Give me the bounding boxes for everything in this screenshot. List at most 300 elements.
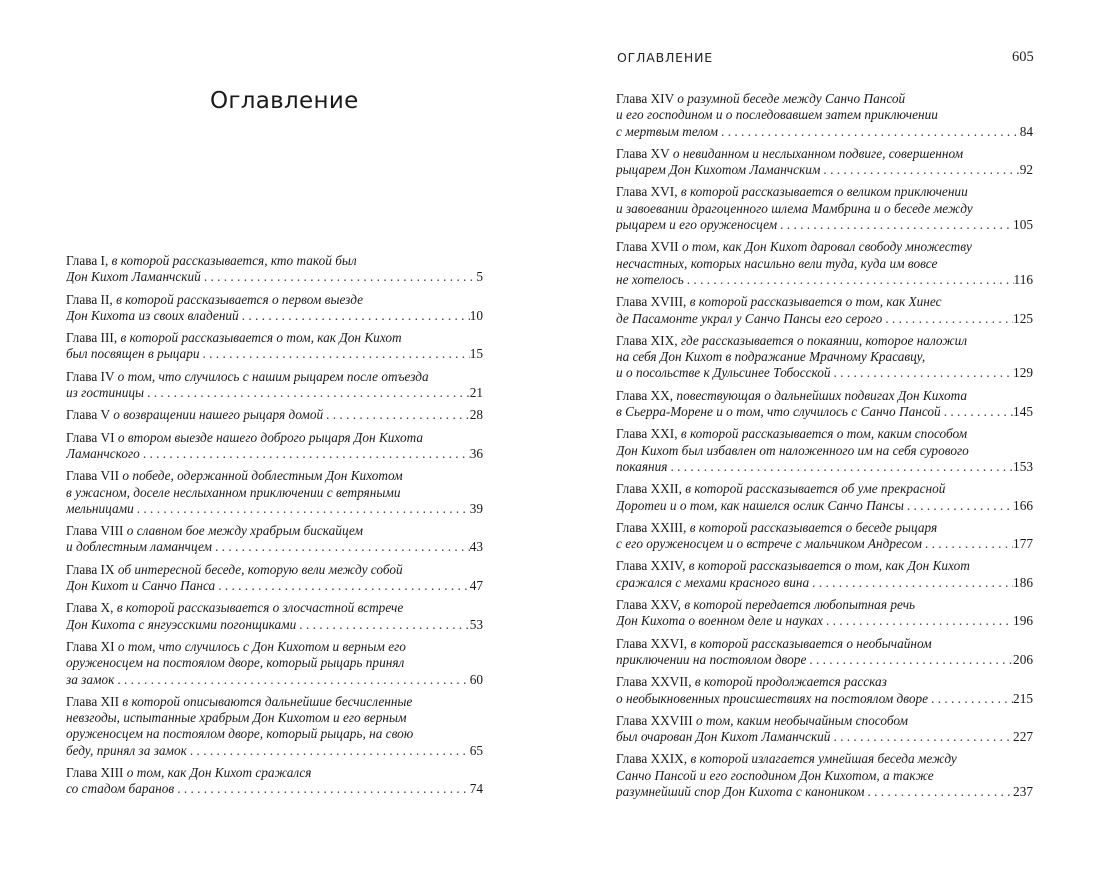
chapter-description: с его оруженосцем и о встрече с мальчиком Андресом bbox=[616, 536, 922, 552]
chapter-page-number: 10 bbox=[469, 307, 483, 323]
chapter-description: в которой продолжается рассказ bbox=[694, 674, 887, 690]
chapter-description: Дон Кихота о военном деле и науках bbox=[616, 613, 823, 629]
toc-entry bbox=[616, 426, 1033, 475]
toc-entry-line bbox=[616, 558, 1033, 574]
chapter-number: Глава XXIII bbox=[616, 519, 684, 535]
toc-entry bbox=[66, 468, 483, 517]
toc-entry-text bbox=[616, 784, 865, 800]
toc-entry-line bbox=[616, 443, 1033, 459]
chapter-page-number: 166 bbox=[1013, 497, 1033, 513]
toc-entry-text bbox=[66, 539, 212, 555]
toc-entry bbox=[616, 481, 1033, 514]
toc-entry bbox=[66, 523, 483, 556]
toc-entry-text bbox=[66, 385, 144, 401]
toc-entry-line bbox=[616, 201, 1033, 217]
toc-entry bbox=[66, 330, 483, 363]
chapter-number: Глава XXIV bbox=[616, 558, 683, 574]
chapter-description: о том, каким необычайным способом bbox=[695, 712, 908, 728]
toc-entry-text bbox=[616, 636, 932, 651]
dot-leader bbox=[215, 578, 470, 594]
toc-entry-line bbox=[66, 781, 483, 797]
toc-entry bbox=[616, 294, 1033, 327]
chapter-description: в которой рассказывается о том, как Дон Кихот bbox=[120, 330, 402, 346]
toc-entry-text bbox=[616, 146, 963, 161]
chapter-description: был очарован Дон Кихот Ламанчский bbox=[616, 729, 831, 745]
toc-entry-line bbox=[66, 330, 483, 346]
chapter-number: Глава XIX bbox=[616, 332, 675, 348]
chapter-separator: , bbox=[688, 674, 695, 690]
toc-entry-text bbox=[66, 743, 187, 759]
chapter-description: в которой рассказывается о том, как Хинес bbox=[689, 294, 942, 310]
dot-leader bbox=[239, 308, 470, 324]
toc-entry bbox=[616, 91, 1033, 140]
toc-entry bbox=[66, 639, 483, 688]
toc-entry-line bbox=[616, 613, 1033, 629]
toc-entry bbox=[66, 562, 483, 595]
chapter-separator: , bbox=[110, 600, 117, 616]
chapter-description: невзгоды, испытанные храбрым Дон Кихотом и его верным bbox=[66, 710, 407, 726]
toc-entry-text bbox=[616, 365, 831, 381]
chapter-description: Санчо Пансой и его господином Дон Кихотом, а также bbox=[616, 767, 934, 783]
chapter-number: Глава XVII bbox=[616, 239, 679, 255]
chapter-page-number: 227 bbox=[1013, 729, 1033, 745]
toc-list-left bbox=[66, 253, 483, 804]
page-title: Оглавление bbox=[210, 88, 359, 114]
toc-entry-line bbox=[616, 184, 1033, 200]
toc-entry-text bbox=[616, 349, 925, 364]
chapter-description: на себя Дон Кихот в подражание Мрачному Красавцу, bbox=[616, 349, 926, 365]
chapter-number: Глава VII bbox=[66, 468, 120, 484]
toc-entry-line bbox=[616, 365, 1033, 381]
toc-entry bbox=[616, 597, 1033, 630]
toc-entry-text bbox=[66, 407, 323, 423]
toc-entry bbox=[66, 369, 483, 402]
toc-entry-text bbox=[616, 404, 941, 420]
toc-entry-text bbox=[66, 655, 404, 670]
toc-entry-line bbox=[616, 751, 1033, 767]
toc-entry-line bbox=[616, 311, 1033, 327]
toc-entry-text bbox=[616, 674, 887, 689]
toc-entry-line bbox=[66, 407, 483, 423]
chapter-description: Доротеи и о том, как нашелся ослик Санчо Пансы bbox=[616, 497, 904, 513]
toc-entry-line bbox=[616, 272, 1033, 288]
toc-entry-line bbox=[616, 520, 1033, 536]
toc-entry-line bbox=[66, 765, 483, 781]
toc-entry-line bbox=[66, 578, 483, 594]
toc-list-right bbox=[616, 91, 1033, 806]
chapter-separator: , bbox=[677, 597, 685, 613]
chapter-description: в которой рассказывается об уме прекрасной bbox=[685, 481, 946, 497]
toc-entry-text bbox=[66, 781, 174, 797]
dot-leader bbox=[806, 652, 1013, 668]
toc-entry bbox=[66, 292, 483, 325]
toc-entry-text bbox=[616, 520, 937, 535]
chapter-description: в которой рассказывается о беседе рыцаря bbox=[689, 519, 938, 535]
toc-entry-line bbox=[66, 694, 483, 710]
chapter-page-number: 60 bbox=[469, 671, 483, 687]
dot-leader bbox=[296, 617, 469, 633]
toc-entry-line bbox=[616, 404, 1033, 420]
toc-entry-line bbox=[66, 369, 483, 385]
toc-entry bbox=[616, 751, 1033, 800]
chapter-page-number: 28 bbox=[469, 407, 483, 423]
dot-leader bbox=[904, 498, 1013, 514]
chapter-description: в которой рассказывается о первом выезде bbox=[116, 291, 363, 307]
chapter-description: Дон Кихот и Санчо Панса bbox=[66, 578, 216, 594]
chapter-separator: , bbox=[682, 558, 689, 574]
toc-entry-text bbox=[616, 256, 937, 271]
toc-entry-text bbox=[66, 523, 363, 538]
toc-entry bbox=[66, 253, 483, 286]
chapter-page-number: 129 bbox=[1013, 365, 1033, 381]
chapter-page-number: 177 bbox=[1013, 536, 1033, 552]
toc-entry bbox=[616, 558, 1033, 591]
chapter-number: Глава XIII bbox=[66, 765, 124, 781]
chapter-description: в которой передается любопытная речь bbox=[684, 597, 916, 613]
chapter-description: со стадом баранов bbox=[66, 781, 175, 797]
toc-entry bbox=[616, 333, 1033, 382]
chapter-description: мельницами bbox=[66, 500, 134, 516]
toc-entry-text bbox=[66, 468, 403, 483]
chapter-separator: , bbox=[109, 291, 117, 307]
toc-entry-line bbox=[616, 768, 1033, 784]
chapter-page-number: 65 bbox=[469, 742, 483, 758]
chapter-number: Глава II bbox=[66, 291, 110, 307]
chapter-description: из гостиницы bbox=[66, 385, 145, 401]
dot-leader bbox=[144, 385, 470, 401]
toc-entry-text bbox=[616, 426, 967, 441]
dot-leader bbox=[928, 691, 1013, 707]
toc-entry-line bbox=[616, 91, 1033, 107]
toc-entry-text bbox=[616, 729, 830, 745]
chapter-description: в ужасном, доселе неслыханном приключении с ветряными bbox=[66, 484, 401, 500]
toc-entry-line bbox=[616, 498, 1033, 514]
toc-entry-line bbox=[616, 162, 1033, 178]
toc-entry-text bbox=[66, 726, 413, 741]
chapter-number: Глава I bbox=[66, 253, 105, 268]
chapter-number: Глава XXI bbox=[616, 426, 675, 442]
chapter-description: о невиданном и неслыханном подвиге, совершенном bbox=[672, 145, 964, 161]
dot-leader bbox=[667, 459, 1013, 475]
toc-entry-line bbox=[616, 239, 1033, 255]
chapter-description: и доблестным ламанчцем bbox=[66, 539, 213, 555]
chapter-page-number: 215 bbox=[1013, 690, 1033, 706]
toc-entry-line bbox=[616, 691, 1033, 707]
dot-leader bbox=[922, 536, 1013, 552]
toc-entry-text bbox=[66, 501, 134, 517]
toc-entry-text bbox=[66, 578, 215, 594]
chapter-page-number: 237 bbox=[1013, 783, 1033, 799]
dot-leader bbox=[200, 346, 470, 362]
toc-entry-text bbox=[66, 269, 201, 285]
chapter-page-number: 116 bbox=[1013, 271, 1033, 287]
toc-entry-text bbox=[616, 691, 928, 707]
dot-leader bbox=[820, 162, 1019, 178]
toc-entry bbox=[66, 430, 483, 463]
chapter-description: в которой рассказывается, кто такой был bbox=[111, 253, 357, 268]
dot-leader bbox=[830, 729, 1013, 745]
chapter-description: не хотелось bbox=[616, 271, 684, 287]
toc-entry bbox=[66, 600, 483, 633]
chapter-description: за замок bbox=[66, 671, 115, 687]
chapter-page-number: 43 bbox=[469, 539, 483, 555]
toc-entry-line bbox=[66, 539, 483, 555]
toc-entry-text bbox=[616, 443, 969, 458]
toc-entry-text bbox=[66, 694, 412, 709]
chapter-number: Глава XXII bbox=[616, 481, 679, 497]
toc-entry-line bbox=[616, 294, 1033, 310]
toc-entry bbox=[616, 184, 1033, 233]
chapter-number: Глава IV bbox=[66, 368, 115, 384]
page-number: 605 bbox=[1012, 49, 1034, 65]
toc-entry-text bbox=[616, 217, 777, 233]
toc-entry bbox=[616, 239, 1033, 288]
chapter-separator: , bbox=[674, 184, 681, 200]
chapter-description: оруженосцем на постоялом дворе, который рыцарь принял bbox=[66, 655, 405, 671]
chapter-description: в Сьерра-Морене и о том, что случилось с Санчо Пансой bbox=[616, 404, 941, 420]
chapter-description: с мертвым телом bbox=[616, 123, 719, 139]
chapter-separator: , bbox=[683, 635, 691, 651]
chapter-page-number: 47 bbox=[469, 578, 483, 594]
toc-entry-text bbox=[616, 184, 968, 199]
toc-entry-line bbox=[66, 292, 483, 308]
toc-entry-text bbox=[66, 292, 363, 307]
toc-entry-line bbox=[66, 501, 483, 517]
toc-entry-line bbox=[66, 600, 483, 616]
chapter-description: разумнейший спор Дон Кихота с каноником bbox=[616, 783, 865, 799]
toc-entry-text bbox=[616, 201, 973, 216]
toc-entry-text bbox=[616, 388, 967, 403]
toc-entry-text bbox=[66, 430, 423, 445]
toc-entry-line bbox=[616, 575, 1033, 591]
chapter-description: покаяния bbox=[616, 458, 668, 474]
dot-leader bbox=[187, 743, 470, 759]
chapter-number: Глава XIV bbox=[616, 91, 674, 106]
chapter-page-number: 153 bbox=[1013, 458, 1033, 474]
chapter-number: Глава V bbox=[66, 407, 110, 423]
chapter-number: Глава XI bbox=[66, 638, 115, 654]
toc-entry-line bbox=[616, 636, 1033, 652]
toc-entry-text bbox=[616, 575, 809, 591]
toc-entry-line bbox=[616, 426, 1033, 442]
toc-entry-text bbox=[616, 162, 820, 178]
toc-entry-line bbox=[616, 388, 1033, 404]
toc-entry-line bbox=[66, 253, 483, 269]
chapter-number: Глава XXVI bbox=[616, 635, 684, 651]
toc-entry-line bbox=[66, 446, 483, 462]
toc-entry-text bbox=[616, 768, 934, 783]
chapter-number: Глава XVI bbox=[616, 184, 675, 200]
chapter-separator: , bbox=[113, 330, 121, 346]
toc-entry-line bbox=[616, 713, 1033, 729]
toc-entry-text bbox=[616, 498, 904, 514]
toc-entry-text bbox=[616, 536, 922, 552]
toc-entry-line bbox=[66, 710, 483, 726]
dot-leader bbox=[114, 672, 469, 688]
toc-entry-text bbox=[66, 253, 357, 268]
toc-entry bbox=[66, 765, 483, 798]
chapter-description: в которой рассказывается о том, каким способом bbox=[680, 426, 968, 442]
chapter-separator: , bbox=[674, 332, 681, 348]
chapter-page-number: 92 bbox=[1019, 162, 1033, 178]
dot-leader bbox=[777, 217, 1013, 233]
chapter-description: о том, что случилось с нашим рыцарем после отъезда bbox=[117, 368, 429, 384]
toc-entry-line bbox=[616, 333, 1033, 349]
toc-entry-line bbox=[66, 617, 483, 633]
chapter-separator: , bbox=[683, 294, 690, 310]
chapter-page-number: 74 bbox=[469, 781, 483, 797]
dot-leader bbox=[865, 784, 1014, 800]
chapter-description: о возвращении нашего рыцаря домой bbox=[113, 407, 324, 423]
chapter-page-number: 15 bbox=[469, 346, 483, 362]
chapter-description: рыцарем и его оруженосцем bbox=[616, 217, 778, 233]
chapter-description: о разумной беседе между Санчо Пансой bbox=[677, 91, 906, 106]
toc-entry-line bbox=[616, 536, 1033, 552]
right-page bbox=[550, 0, 1100, 880]
chapter-description: в которой рассказывается о злосчастной встрече bbox=[116, 600, 404, 616]
toc-entry-text bbox=[616, 481, 945, 496]
toc-entry-line bbox=[66, 468, 483, 484]
chapter-number: Глава VIII bbox=[66, 523, 124, 539]
chapter-description: об интересной беседе, которую вели между собой bbox=[117, 561, 403, 577]
toc-entry-line bbox=[66, 308, 483, 324]
toc-entry-line bbox=[616, 256, 1033, 272]
toc-entry-line bbox=[616, 217, 1033, 233]
toc-entry-text bbox=[616, 239, 972, 254]
dot-leader bbox=[174, 781, 470, 797]
toc-entry bbox=[66, 694, 483, 759]
dot-leader bbox=[882, 311, 1013, 327]
dot-leader bbox=[201, 269, 477, 285]
chapter-number: Глава XXIX bbox=[616, 751, 684, 767]
chapter-page-number: 145 bbox=[1013, 404, 1033, 420]
toc-entry-line bbox=[66, 269, 483, 285]
chapter-description: о втором выезде нашего доброго рыцаря Дон Кихота bbox=[117, 429, 424, 445]
toc-entry-text bbox=[66, 600, 403, 615]
dot-leader bbox=[718, 124, 1020, 140]
dot-leader bbox=[323, 407, 470, 423]
dot-leader bbox=[823, 613, 1013, 629]
toc-entry-text bbox=[616, 91, 905, 106]
chapter-number: Глава III bbox=[66, 330, 114, 346]
chapter-description: о том, что случилось с Дон Кихотом и верным его bbox=[117, 638, 406, 654]
chapter-separator: , bbox=[674, 426, 681, 442]
toc-entry-line bbox=[616, 124, 1033, 140]
chapter-description: де Пасамонте украл у Санчо Пансы его серого bbox=[616, 310, 883, 326]
toc-entry-text bbox=[66, 672, 114, 688]
toc-entry-text bbox=[66, 765, 311, 780]
toc-entry bbox=[616, 636, 1033, 669]
chapter-number: Глава XVIII bbox=[616, 294, 684, 310]
chapter-number: Глава XV bbox=[616, 145, 670, 161]
toc-entry-text bbox=[616, 713, 908, 728]
chapter-page-number: 206 bbox=[1013, 651, 1033, 667]
chapter-description: сражался с мехами красного вина bbox=[616, 574, 810, 590]
toc-entry-line bbox=[616, 459, 1033, 475]
chapter-separator: , bbox=[683, 751, 691, 767]
toc-entry-line bbox=[66, 523, 483, 539]
chapter-page-number: 39 bbox=[469, 500, 483, 516]
toc-entry-text bbox=[616, 613, 823, 629]
toc-entry-text bbox=[616, 272, 684, 288]
running-head: ОГЛАВЛЕНИЕ bbox=[617, 50, 713, 65]
toc-entry-text bbox=[66, 369, 429, 384]
chapter-number: Глава XXVII bbox=[616, 674, 689, 690]
toc-entry-text bbox=[66, 485, 400, 500]
toc-entry-text bbox=[66, 308, 239, 324]
toc-entry-text bbox=[616, 751, 957, 766]
toc-entry-text bbox=[66, 446, 140, 462]
toc-entry-text bbox=[66, 346, 200, 362]
chapter-description: о необыкновенных происшествиях на постоялом дворе bbox=[616, 690, 929, 706]
toc-entry-line bbox=[616, 729, 1033, 745]
chapter-number: Глава VI bbox=[66, 429, 115, 445]
chapter-page-number: 125 bbox=[1013, 310, 1033, 326]
toc-entry bbox=[616, 146, 1033, 179]
toc-entry-line bbox=[66, 655, 483, 671]
toc-entry-line bbox=[616, 349, 1033, 365]
chapter-description: Дон Кихота с янгуэсскими погонщиками bbox=[66, 616, 297, 632]
toc-entry bbox=[616, 674, 1033, 707]
chapter-description: оруженосцем на постоялом дворе, который рыцарь, на свою bbox=[66, 726, 414, 742]
chapter-description: приключении на постоялом дворе bbox=[616, 651, 807, 667]
toc-entry-line bbox=[66, 672, 483, 688]
dot-leader bbox=[809, 575, 1013, 591]
chapter-description: в которой рассказывается о необычайном bbox=[690, 635, 932, 651]
chapter-page-number: 186 bbox=[1013, 574, 1033, 590]
chapter-description: Дон Кихота из своих владений bbox=[66, 307, 239, 323]
chapter-page-number: 21 bbox=[469, 385, 483, 401]
chapter-page-number: 84 bbox=[1019, 123, 1033, 139]
toc-entry-line bbox=[66, 385, 483, 401]
chapter-number: Глава XII bbox=[66, 693, 120, 709]
chapter-page-number: 105 bbox=[1013, 217, 1033, 233]
chapter-description: о том, как Дон Кихот даровал свободу множеству bbox=[681, 239, 972, 255]
toc-entry-text bbox=[616, 333, 967, 348]
toc-entry-text bbox=[616, 311, 882, 327]
toc-entry-line bbox=[66, 346, 483, 362]
chapter-separator: , bbox=[104, 253, 112, 268]
toc-entry-line bbox=[66, 639, 483, 655]
chapter-number: Глава XXVIII bbox=[616, 712, 693, 728]
toc-entry bbox=[616, 388, 1033, 421]
chapter-number: Глава IX bbox=[66, 561, 115, 577]
dot-leader bbox=[134, 501, 470, 517]
toc-entry-text bbox=[616, 597, 915, 612]
toc-entry-text bbox=[616, 652, 806, 668]
dot-leader bbox=[831, 365, 1014, 381]
chapter-description: о победе, одержанной доблестным Дон Кихотом bbox=[122, 468, 403, 484]
toc-entry-line bbox=[66, 562, 483, 578]
chapter-description: о славном бое между храбрым бискайцем bbox=[126, 523, 363, 539]
chapter-number: Глава XX bbox=[616, 387, 670, 403]
chapter-description: несчастных, которых насильно вели туда, куда им вовсе bbox=[616, 255, 938, 271]
chapter-description: повествующая о дальнейших подвигах Дон Кихота bbox=[676, 387, 968, 403]
toc-entry-text bbox=[616, 558, 970, 573]
chapter-description: и его господином и о последовавшем затем приключении bbox=[616, 107, 938, 123]
chapter-description: Дон Кихот Ламанчский bbox=[66, 269, 201, 285]
toc-entry-line bbox=[616, 107, 1033, 123]
chapter-number: Глава XXV bbox=[616, 597, 678, 613]
toc-entry-line bbox=[616, 481, 1033, 497]
toc-entry-line bbox=[66, 726, 483, 742]
toc-entry-text bbox=[616, 107, 938, 122]
toc-entry-text bbox=[66, 710, 406, 725]
toc-entry-line bbox=[66, 485, 483, 501]
dot-leader bbox=[941, 404, 1013, 420]
toc-entry-text bbox=[66, 617, 296, 633]
toc-entry-text bbox=[66, 639, 406, 654]
